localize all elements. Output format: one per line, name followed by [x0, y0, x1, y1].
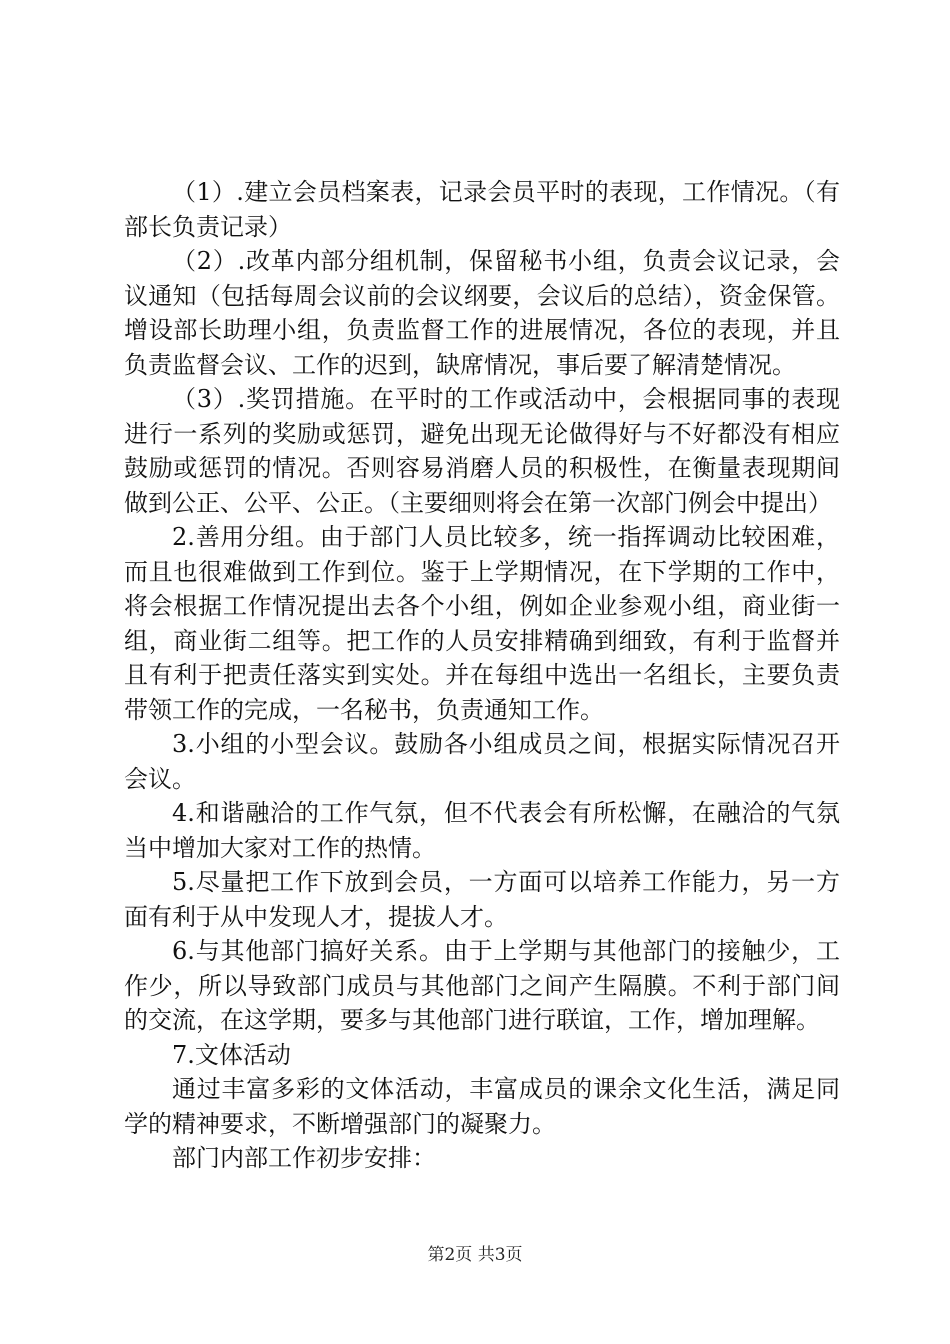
paragraph-sports-detail: 通过丰富多彩的文体活动，丰富成员的课余文化生活，满足同学的精神要求，不断增强部门的凝聚力。	[124, 1075, 840, 1138]
paragraph-small-meetings: 3.小组的小型会议。鼓励各小组成员之间，根据实际情况召开会议。	[124, 730, 840, 793]
paragraph-group-reform: （2）.改革内部分组机制，保留秘书小组，负责会议记录，会议通知（包括每周会议前的会议纲要，会议后的总结），资金保管。增设部长助理小组，负责监督工作的进展情况，各位的表现，并且负责监督会议、工作的迟到，缺席情况，事后要了解清楚情况。	[124, 247, 840, 379]
paragraph-sports-heading: 7.文体活动	[172, 1040, 291, 1069]
paragraph-reward-punishment: （3）.奖罚措施。在平时的工作或活动中，会根据同事的表现进行一系列的奖励或惩罚，避免出现无论做得好与不好都没有相应鼓励或惩罚的情况。否则容易消磨人员的积极性，在衡量表现期间做到公正、公平、公正。（主要细则将会在第一次部门例会中提出）	[124, 385, 840, 517]
paragraph-atmosphere: 4.和谐融洽的工作气氛，但不代表会有所松懈，在融洽的气氛当中增加大家对工作的热情。	[124, 799, 840, 862]
paragraph-member-archive: （1）.建立会员档案表，记录会员平时的表现，工作情况。（有部长负责记录）	[124, 178, 840, 241]
paragraph-arrangement: 部门内部工作初步安排：	[172, 1144, 436, 1172]
page-number-footer: 第2页 共3页	[427, 1245, 523, 1265]
document-body	[124, 175, 840, 1176]
paragraph-delegation: 5.尽量把工作下放到会员，一方面可以培养工作能力，另一方面有利于从中发现人才，提拔人才。	[124, 868, 840, 931]
paragraph-relations: 6.与其他部门搞好关系。由于上学期与其他部门的接触少，工作少，所以导致部门成员与其他部门之间产生隔膜。不利于部门间的交流，在这学期，要多与其他部门进行联谊，工作，增加理解。	[124, 937, 840, 1034]
paragraph-grouping: 2.善用分组。由于部门人员比较多，统一指挥调动比较困难，而且也很难做到工作到位。鉴于上学期情况，在下学期的工作中，将会根据工作情况提出去各个小组，例如企业参观小组，商业街一组，商业街二组等。把工作的人员安排精确到细致，有利于监督并且有利于把责任落实到实处。并在每组中选出一名组长，主要负责带领工作的完成，一名秘书，负责通知工作。	[124, 523, 840, 724]
